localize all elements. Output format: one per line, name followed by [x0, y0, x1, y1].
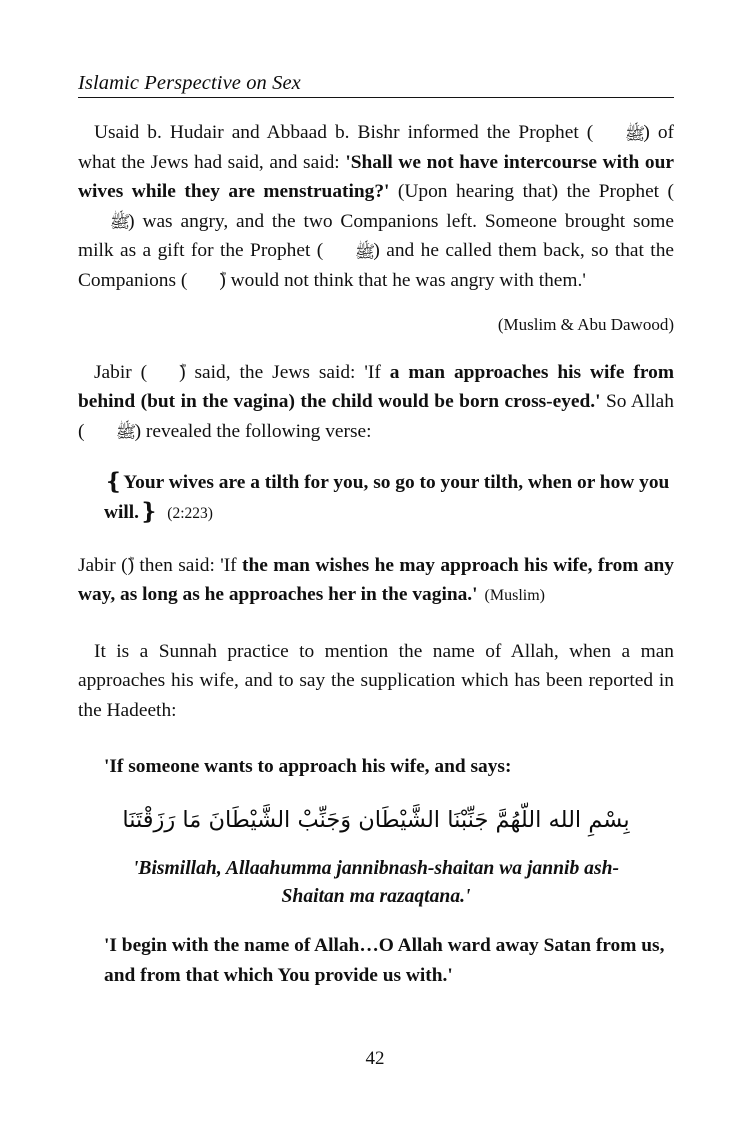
verse-text: Your wives are a tilth for you, so go to your tilth, when or how you will. — [104, 472, 670, 523]
paragraph-1-bold-quote: 'Shall we not have intercourse with our wives while they are menstruating?' — [78, 151, 674, 203]
paragraph-1-part-2: ) of what the Jews had said, and said: — [78, 122, 674, 173]
paragraph-3-part-1: Jabir ( — [78, 554, 128, 576]
verse-reference: (2:223) — [167, 504, 213, 522]
paragraph-2-bold-quote: a man approaches his wife from behind (but in the vagina) the child would be born cross-eyed.' — [78, 361, 674, 413]
paragraph-3-bold-quote: the man wishes he may approach his wife, from any way, as long as he approaches her in the vagina.' — [78, 554, 675, 606]
dua-arabic-text: بِسْمِ الله اللّهُمَّ جَنِّبْنَا الشَّيْطَان وَجَنِّبْ الشَّيْطَانَ مَا رَزَقْتَنَا — [122, 807, 630, 834]
page-number: 42 — [365, 1048, 385, 1069]
prophet-honorific-icon: ﷺ — [625, 125, 646, 144]
paragraph-1-part-6: ) would not think that he was angry with them.' — [219, 269, 586, 291]
prophet-honorific-icon: ﷺ — [109, 214, 131, 233]
running-head — [78, 72, 674, 98]
paragraph-jabir-then-said — [78, 551, 674, 611]
paragraph-2-part-3: So Allah ( — [78, 391, 674, 442]
dua-lead-in: 'If someone wants to approach his wife, and says: — [104, 755, 512, 777]
paragraph-1-part-4: ) was angry, and the two Companions left. Someone brought some milk as a gift for the Prophet ( — [78, 210, 674, 262]
companion-honorific-icon — [147, 366, 179, 382]
dua-transliteration-line-2: Shaitan ma razaqtana.' — [281, 886, 471, 908]
paragraph-2-part-4: ) revealed the following verse: — [134, 420, 372, 442]
paragraph-1-part-3: (Upon hearing that) the Prophet ( — [389, 181, 674, 203]
running-head-title: Islamic Perspective on Sex — [78, 72, 301, 94]
companion-honorific-icon — [187, 274, 219, 290]
prophet-honorific-icon: ﷺ — [355, 243, 376, 262]
body-column — [78, 118, 674, 990]
paragraph-1-part-1: Usaid b. Hudair and Abbaad b. Bishr informed the Prophet ( — [94, 122, 594, 143]
paragraph-jabir-jews — [78, 358, 674, 447]
paragraph-sunnah-practice: It is a Sunnah practice to mention the name of Allah, when a man approaches his wife, and to say the supplication which has been reported in the Hadeeth: — [78, 640, 674, 721]
prophet-honorific-icon: ﷺ — [116, 424, 137, 443]
paragraph-3-part-2: ) then said: 'If — [127, 554, 243, 576]
quran-verse-block — [78, 468, 674, 528]
paragraph-1-part-5: ) and he called them back, so that the Companions ( — [78, 240, 674, 291]
dua-translation: 'I begin with the name of Allah…O Allah ward away Satan from us, and from that which You provide us with.' — [104, 935, 665, 986]
dua-transliteration-line-1: 'Bismillah, Allaahumma jannibnash-shaitan wa jannib ash- — [132, 858, 620, 880]
attribution-muslim-abu-dawood: (Muslim & Abu Dawood) — [497, 314, 674, 334]
verse-open-ornament: ❴ — [104, 469, 124, 495]
paragraph-2-part-2: ) said, the Jews said: 'If — [179, 361, 390, 383]
paragraph-3-source: (Muslim) — [484, 587, 545, 605]
paragraph-2-part-1: Jabir ( — [94, 361, 148, 383]
running-head-rule — [78, 97, 674, 98]
paragraph-usaid-hudair — [78, 118, 674, 296]
verse-close-ornament: ❵ — [139, 498, 159, 524]
